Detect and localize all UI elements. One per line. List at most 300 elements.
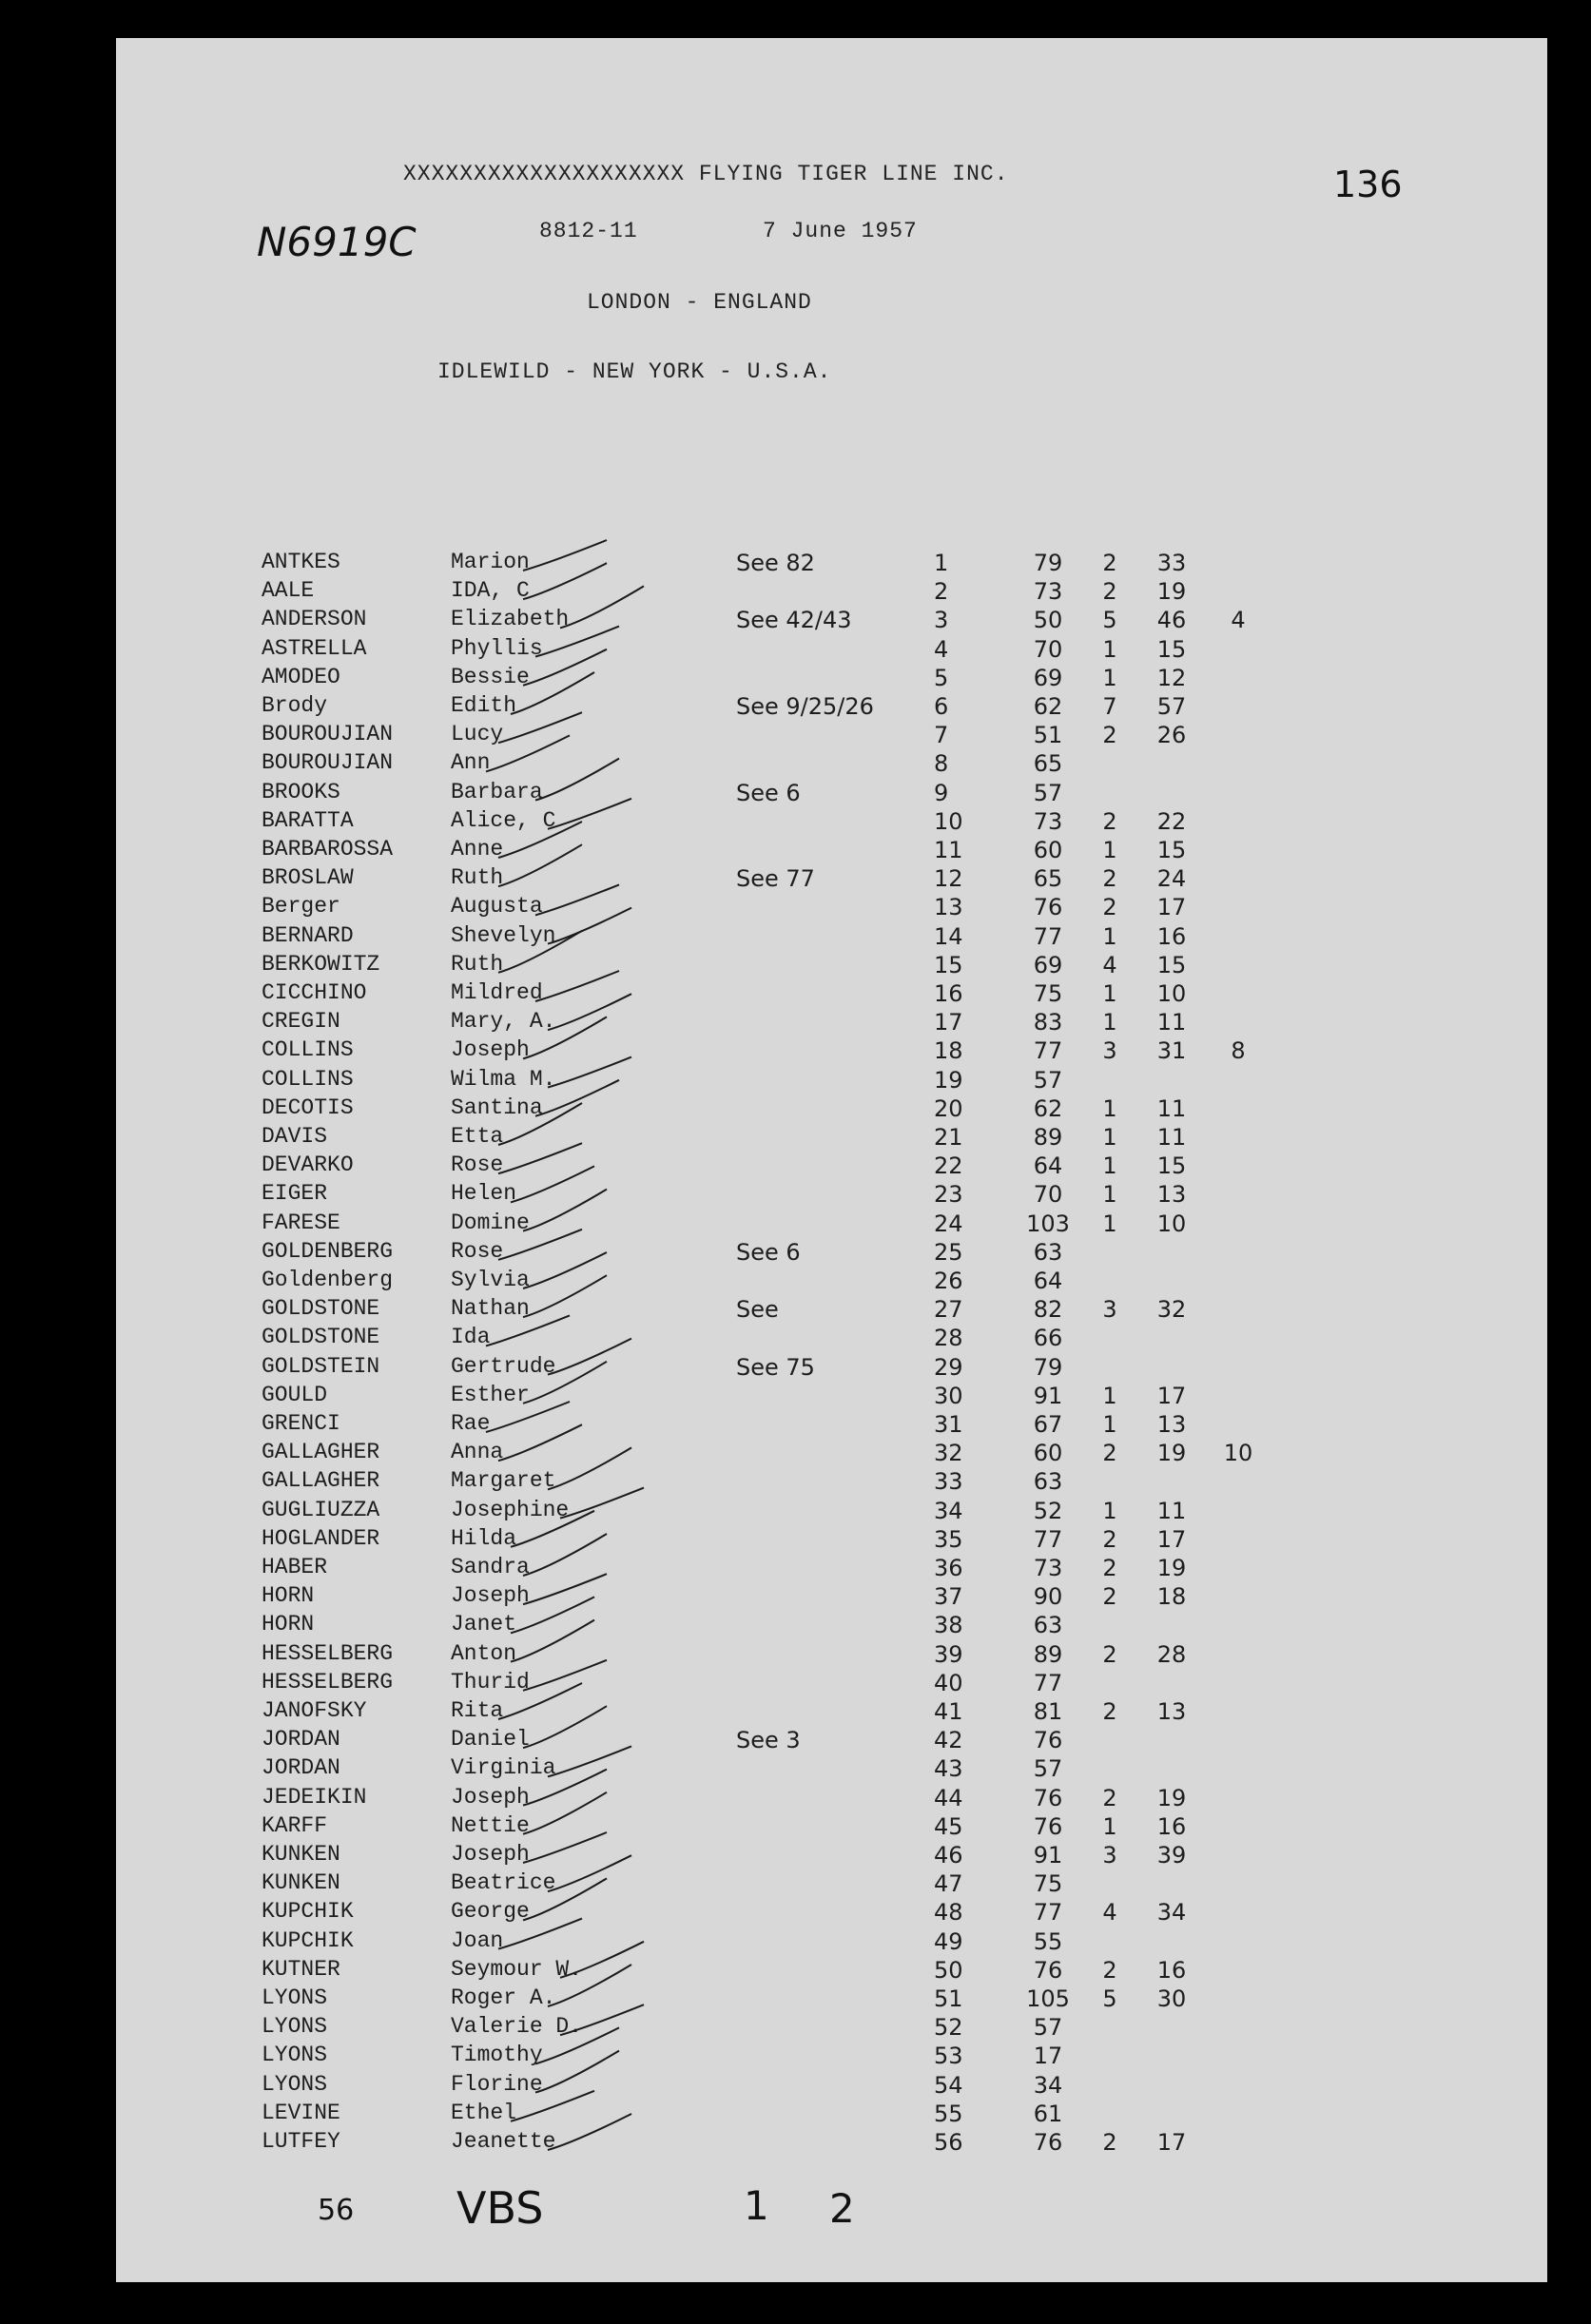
age-value: 75	[1033, 1870, 1063, 1898]
passenger-number: 41	[934, 1698, 963, 1725]
passenger-row	[116, 1755, 1547, 1784]
passenger-last-name: JEDEIKIN	[262, 1784, 367, 1810]
column-a-value: 2	[1102, 1698, 1117, 1725]
column-b-value: 15	[1156, 1152, 1187, 1180]
cross-reference: See 75	[736, 1353, 815, 1381]
column-b-value: 32	[1156, 1296, 1187, 1324]
column-b-value: 19	[1156, 1555, 1187, 1581]
passenger-last-name: GRENCI	[262, 1411, 340, 1436]
passenger-row	[116, 1210, 1547, 1239]
passenger-row	[116, 1095, 1547, 1124]
passenger-number: 6	[934, 693, 949, 720]
column-b-value: 34	[1156, 1899, 1187, 1927]
column-b-value: 15	[1156, 951, 1187, 978]
passenger-first-name: Anne	[451, 837, 504, 862]
passenger-first-name: Sandra	[451, 1555, 530, 1579]
passenger-first-name: IDA, C	[451, 578, 530, 604]
age-value: 77	[1033, 1037, 1063, 1065]
passenger-row	[116, 1181, 1547, 1210]
passenger-last-name: KARFF	[262, 1812, 328, 1838]
passenger-number: 10	[934, 807, 963, 835]
age-value: 103	[1026, 1210, 1070, 1237]
passenger-row	[116, 1152, 1547, 1181]
passenger-number: 9	[934, 779, 949, 806]
passenger-row	[116, 1124, 1547, 1152]
passenger-number: 49	[934, 1927, 963, 1955]
column-a-value: 2	[1102, 1640, 1117, 1668]
age-value: 50	[1033, 607, 1063, 634]
age-value: 91	[1033, 1842, 1063, 1869]
column-a-value: 3	[1102, 1842, 1117, 1869]
footer-count: 56	[318, 2194, 355, 2227]
passenger-number: 43	[934, 1755, 963, 1783]
column-a-value: 1	[1102, 1009, 1117, 1036]
passenger-number: 52	[934, 2014, 963, 2042]
passenger-row	[116, 2043, 1547, 2071]
passenger-number: 15	[934, 951, 963, 978]
passenger-row	[116, 1842, 1547, 1870]
passenger-number: 1	[934, 550, 949, 576]
passenger-number: 47	[934, 1870, 963, 1898]
passenger-first-name: Florine	[451, 2071, 543, 2097]
passenger-last-name: GUGLIUZZA	[262, 1497, 380, 1522]
passenger-last-name: JANOFSKY	[262, 1698, 367, 1723]
age-value: 76	[1033, 1956, 1063, 1984]
passenger-first-name: Edith	[451, 693, 517, 718]
passenger-number: 38	[934, 1612, 963, 1639]
column-b-value: 13	[1156, 1411, 1187, 1438]
passenger-row	[116, 808, 1547, 837]
age-value: 65	[1033, 865, 1063, 893]
passenger-number: 29	[934, 1353, 963, 1381]
age-value: 76	[1033, 1784, 1063, 1811]
column-b-value: 11	[1156, 1009, 1187, 1036]
passenger-last-name: COLLINS	[262, 1037, 354, 1063]
passenger-number: 56	[934, 2129, 963, 2156]
passenger-number: 11	[934, 837, 963, 863]
cross-reference: See 6	[736, 1238, 801, 1266]
passenger-number: 16	[934, 980, 963, 1007]
passenger-last-name: Goldenberg	[262, 1268, 394, 1292]
passenger-last-name: DEVARKO	[262, 1152, 354, 1178]
passenger-last-name: ANDERSON	[262, 607, 367, 632]
cross-reference: See 3	[736, 1727, 801, 1754]
column-a-value: 1	[1102, 1124, 1117, 1151]
age-value: 51	[1033, 722, 1063, 749]
column-b-value: 10	[1156, 1210, 1187, 1237]
passenger-row	[116, 980, 1547, 1009]
passenger-number: 22	[934, 1152, 963, 1180]
age-value: 64	[1033, 1268, 1063, 1294]
passenger-last-name: AMODEO	[262, 664, 340, 689]
passenger-row	[116, 1870, 1547, 1899]
age-value: 65	[1033, 750, 1063, 778]
column-a-value: 4	[1102, 1899, 1117, 1927]
passenger-first-name: Esther	[451, 1382, 530, 1407]
column-b-value: 12	[1156, 664, 1187, 691]
passenger-number: 14	[934, 922, 963, 950]
passenger-row	[116, 1612, 1547, 1640]
passenger-row	[116, 1641, 1547, 1670]
cross-reference: See 9/25/26	[736, 693, 874, 720]
passenger-first-name: Ruth	[451, 951, 504, 977]
column-b-value: 57	[1156, 693, 1187, 720]
passenger-number: 8	[934, 750, 949, 778]
age-value: 77	[1033, 1899, 1063, 1927]
column-a-value: 2	[1102, 1440, 1117, 1467]
passenger-row	[116, 636, 1547, 665]
age-value: 77	[1033, 1525, 1063, 1553]
passenger-first-name: Alice, C	[451, 807, 556, 833]
flight-number: 8812-11	[539, 219, 638, 243]
passenger-first-name: Rita	[451, 1698, 504, 1723]
column-b-value: 13	[1156, 1181, 1187, 1209]
passenger-row	[116, 1727, 1547, 1755]
passenger-row	[116, 1498, 1547, 1526]
passenger-first-name: Sylvia	[451, 1268, 530, 1292]
passenger-last-name: LYONS	[262, 2071, 328, 2097]
passenger-last-name: AALE	[262, 578, 315, 604]
passenger-last-name: Berger	[262, 894, 340, 920]
passenger-row	[116, 1670, 1547, 1698]
passenger-row	[116, 1928, 1547, 1957]
age-value: 83	[1033, 1009, 1063, 1036]
age-value: 61	[1033, 2100, 1063, 2127]
column-a-value: 1	[1102, 837, 1117, 863]
column-a-value: 1	[1102, 1210, 1117, 1237]
passenger-row	[116, 837, 1547, 865]
passenger-first-name: Seymour W.	[451, 1956, 583, 1982]
passenger-row	[116, 1009, 1547, 1037]
passenger-row	[116, 1583, 1547, 1612]
passenger-first-name: Ida	[451, 1325, 491, 1350]
passenger-row	[116, 1067, 1547, 1095]
passenger-first-name: Timothy	[451, 2043, 543, 2068]
age-value: 17	[1033, 2043, 1063, 2070]
column-c-value: 8	[1231, 1037, 1246, 1065]
column-b-value: 15	[1156, 635, 1187, 663]
column-a-value: 2	[1102, 722, 1117, 749]
cross-reference: See 6	[736, 779, 801, 806]
passenger-row	[116, 2129, 1547, 2158]
passenger-number: 2	[934, 578, 949, 606]
column-b-value: 19	[1156, 1440, 1187, 1467]
column-a-value: 1	[1102, 664, 1117, 691]
passenger-first-name: Virginia	[451, 1755, 556, 1781]
passenger-first-name: Jeanette	[451, 2129, 556, 2154]
destination: IDLEWILD - NEW YORK - U.S.A.	[437, 359, 832, 384]
age-value: 89	[1033, 1124, 1063, 1151]
passenger-first-name: Beatrice	[451, 1870, 556, 1896]
passenger-last-name: BERNARD	[262, 922, 354, 948]
passenger-row	[116, 578, 1547, 607]
column-b-value: 26	[1156, 722, 1187, 749]
column-b-value: 31	[1156, 1037, 1187, 1065]
passenger-first-name: Domine	[451, 1210, 530, 1235]
column-b-value: 46	[1156, 607, 1187, 634]
column-a-value: 1	[1102, 1382, 1117, 1409]
passenger-last-name: BARBAROSSA	[262, 837, 394, 862]
age-value: 73	[1033, 1555, 1063, 1581]
passenger-first-name: Nathan	[451, 1296, 530, 1322]
column-b-value: 17	[1156, 1525, 1187, 1553]
age-value: 76	[1033, 1727, 1063, 1754]
column-c-value: 4	[1231, 607, 1246, 634]
passenger-row	[116, 1325, 1547, 1353]
column-b-value: 11	[1156, 1497, 1187, 1524]
age-value: 52	[1033, 1497, 1063, 1524]
passenger-last-name: GALLAGHER	[262, 1440, 380, 1465]
age-value: 82	[1033, 1296, 1063, 1324]
age-value: 57	[1033, 2014, 1063, 2042]
column-b-value: 19	[1156, 1784, 1187, 1811]
passenger-first-name: Rose	[451, 1238, 504, 1264]
column-b-value: 17	[1156, 894, 1187, 921]
column-a-value: 2	[1102, 1555, 1117, 1581]
passenger-number: 21	[934, 1124, 963, 1151]
age-value: 55	[1033, 1927, 1063, 1955]
passenger-first-name: Joseph	[451, 1784, 530, 1810]
age-value: 76	[1033, 894, 1063, 921]
column-a-value: 1	[1102, 1812, 1117, 1840]
passenger-first-name: Wilma M.	[451, 1066, 556, 1092]
column-b-value: 16	[1156, 1812, 1187, 1840]
passenger-number: 36	[934, 1555, 963, 1581]
passenger-last-name: HOGLANDER	[262, 1525, 380, 1551]
age-value: 89	[1033, 1640, 1063, 1668]
passenger-first-name: George	[451, 1899, 530, 1925]
footer-mark-2: 2	[829, 2185, 855, 2232]
cross-reference: See 42/43	[736, 607, 852, 634]
column-a-value: 4	[1102, 951, 1117, 978]
passenger-first-name: Ruth	[451, 865, 504, 891]
passenger-last-name: KUNKEN	[262, 1870, 340, 1896]
passenger-row	[116, 693, 1547, 722]
cross-reference: See 82	[736, 550, 815, 576]
column-b-value: 11	[1156, 1124, 1187, 1151]
column-b-value: 17	[1156, 2129, 1187, 2156]
passenger-number: 54	[934, 2071, 963, 2099]
passenger-last-name: DECOTIS	[262, 1094, 354, 1120]
passenger-last-name: GALLAGHER	[262, 1468, 380, 1494]
passenger-number: 26	[934, 1268, 963, 1294]
passenger-row	[116, 1957, 1547, 1985]
passenger-number: 45	[934, 1812, 963, 1840]
age-value: 63	[1033, 1238, 1063, 1266]
passenger-last-name: GOLDSTONE	[262, 1325, 380, 1350]
column-a-value: 2	[1102, 1583, 1117, 1611]
column-a-value: 1	[1102, 1094, 1117, 1122]
column-a-value: 2	[1102, 550, 1117, 576]
passenger-first-name: Shevelyn	[451, 922, 556, 948]
cross-reference: See	[736, 1296, 779, 1324]
age-value: 77	[1033, 1669, 1063, 1696]
passenger-last-name: HORN	[262, 1612, 315, 1637]
column-b-value: 10	[1156, 980, 1187, 1007]
column-a-value: 1	[1102, 635, 1117, 663]
column-c-value: 10	[1223, 1440, 1253, 1467]
column-a-value: 1	[1102, 1181, 1117, 1209]
passenger-row	[116, 923, 1547, 952]
passenger-last-name: LUTFEY	[262, 2129, 340, 2154]
passenger-last-name: HESSELBERG	[262, 1669, 394, 1695]
column-a-value: 2	[1102, 1525, 1117, 1553]
passenger-first-name: Gertrude	[451, 1353, 556, 1379]
passenger-number: 13	[934, 894, 963, 921]
passenger-number: 20	[934, 1094, 963, 1122]
column-b-value: 22	[1156, 807, 1187, 835]
passenger-number: 19	[934, 1066, 963, 1094]
passenger-row	[116, 2072, 1547, 2101]
age-value: 76	[1033, 1812, 1063, 1840]
passenger-first-name: Joseph	[451, 1842, 530, 1867]
passenger-number: 12	[934, 865, 963, 893]
passenger-number: 32	[934, 1440, 963, 1467]
passenger-first-name: Barbara	[451, 779, 543, 804]
passenger-first-name: Helen	[451, 1181, 517, 1207]
passenger-last-name: HESSELBERG	[262, 1640, 394, 1666]
passenger-number: 40	[934, 1669, 963, 1696]
passenger-first-name: Thurid	[451, 1669, 530, 1695]
passenger-row	[116, 1268, 1547, 1296]
column-a-value: 2	[1102, 1784, 1117, 1811]
age-value: 69	[1033, 951, 1063, 978]
age-value: 60	[1033, 1440, 1063, 1467]
age-value: 63	[1033, 1612, 1063, 1639]
passenger-row	[116, 750, 1547, 779]
age-value: 91	[1033, 1382, 1063, 1409]
passenger-row	[116, 1526, 1547, 1555]
passenger-row	[116, 952, 1547, 980]
passenger-first-name: Etta	[451, 1124, 504, 1149]
age-value: 81	[1033, 1698, 1063, 1725]
passenger-number: 27	[934, 1296, 963, 1324]
passenger-first-name: Anton	[451, 1640, 517, 1666]
passenger-number: 46	[934, 1842, 963, 1869]
passenger-first-name: Ann	[451, 750, 491, 776]
passenger-last-name: JORDAN	[262, 1755, 340, 1781]
passenger-first-name: Josephine	[451, 1497, 570, 1522]
column-a-value: 1	[1102, 1411, 1117, 1438]
age-value: 75	[1033, 980, 1063, 1007]
column-b-value: 19	[1156, 578, 1187, 606]
passenger-last-name: BROSLAW	[262, 865, 354, 891]
passenger-first-name: Rae	[451, 1411, 491, 1436]
age-value: 60	[1033, 837, 1063, 863]
passenger-number: 53	[934, 2043, 963, 2070]
passenger-last-name: JORDAN	[262, 1727, 340, 1753]
passenger-number: 35	[934, 1525, 963, 1553]
passenger-row	[116, 1785, 1547, 1813]
column-a-value: 2	[1102, 578, 1117, 606]
passenger-number: 42	[934, 1727, 963, 1754]
column-a-value: 1	[1102, 922, 1117, 950]
age-value: 79	[1033, 1353, 1063, 1381]
passenger-number: 33	[934, 1468, 963, 1496]
age-value: 66	[1033, 1325, 1063, 1352]
passenger-last-name: Brody	[262, 693, 328, 718]
passenger-number: 4	[934, 635, 949, 663]
passenger-last-name: BOUROUJIAN	[262, 750, 394, 776]
passenger-first-name: Anna	[451, 1440, 504, 1465]
column-b-value: 15	[1156, 837, 1187, 863]
column-b-value: 13	[1156, 1698, 1187, 1725]
age-value: 73	[1033, 807, 1063, 835]
column-b-value: 30	[1156, 1985, 1187, 2012]
passenger-number: 51	[934, 1985, 963, 2012]
passenger-last-name: KUPCHIK	[262, 1927, 354, 1953]
passenger-row	[116, 1296, 1547, 1325]
passenger-last-name: HABER	[262, 1555, 328, 1579]
passenger-row	[116, 865, 1547, 894]
age-value: 64	[1033, 1152, 1063, 1180]
passenger-row	[116, 607, 1547, 635]
age-value: 34	[1033, 2071, 1063, 2099]
passenger-row	[116, 1698, 1547, 1727]
column-b-value: 24	[1156, 865, 1187, 893]
passenger-first-name: Augusta	[451, 894, 543, 920]
column-a-value: 1	[1102, 1152, 1117, 1180]
passenger-first-name: Nettie	[451, 1812, 530, 1838]
passenger-last-name: ANTKES	[262, 550, 340, 574]
passenger-first-name: Santina	[451, 1094, 543, 1120]
passenger-last-name: BERKOWITZ	[262, 951, 380, 977]
age-value: 67	[1033, 1411, 1063, 1438]
column-a-value: 2	[1102, 807, 1117, 835]
passenger-last-name: BROOKS	[262, 779, 340, 804]
flight-date: 7 June 1957	[763, 219, 918, 243]
passenger-first-name: Mildred	[451, 980, 543, 1005]
passenger-number: 34	[934, 1497, 963, 1524]
passenger-last-name: GOLDSTEIN	[262, 1353, 380, 1379]
passenger-first-name: Rose	[451, 1152, 504, 1178]
column-b-value: 17	[1156, 1382, 1187, 1409]
footer-initials: VBS	[456, 2182, 544, 2234]
passenger-number: 28	[934, 1325, 963, 1352]
age-value: 57	[1033, 1066, 1063, 1094]
passenger-number: 50	[934, 1956, 963, 1984]
passenger-first-name: Valerie D.	[451, 2014, 583, 2040]
passenger-last-name: COLLINS	[262, 1066, 354, 1092]
passenger-first-name: Elizabeth	[451, 607, 570, 632]
origin: LONDON - ENGLAND	[587, 290, 812, 315]
passenger-last-name: KUNKEN	[262, 1842, 340, 1867]
age-value: 76	[1033, 2129, 1063, 2156]
age-value: 77	[1033, 922, 1063, 950]
passenger-number: 31	[934, 1411, 963, 1438]
passenger-first-name: Roger A.	[451, 1985, 556, 2010]
column-a-value: 2	[1102, 865, 1117, 893]
cross-reference: See 77	[736, 865, 815, 893]
passenger-row	[116, 1985, 1547, 2014]
passenger-first-name: Joan	[451, 1927, 504, 1953]
passenger-last-name: GOLDENBERG	[262, 1238, 394, 1264]
passenger-number: 5	[934, 664, 949, 691]
age-value: 73	[1033, 578, 1063, 606]
age-value: 79	[1033, 550, 1063, 576]
passenger-first-name: Janet	[451, 1612, 517, 1637]
passenger-first-name: Marion	[451, 550, 530, 574]
passenger-row	[116, 1411, 1547, 1440]
passenger-row	[116, 2101, 1547, 2129]
column-a-value: 1	[1102, 980, 1117, 1007]
passenger-row	[116, 722, 1547, 750]
passenger-row	[116, 1383, 1547, 1411]
passenger-row	[116, 894, 1547, 922]
age-value: 90	[1033, 1583, 1063, 1611]
age-value: 105	[1026, 1985, 1070, 2012]
passenger-number: 24	[934, 1210, 963, 1237]
